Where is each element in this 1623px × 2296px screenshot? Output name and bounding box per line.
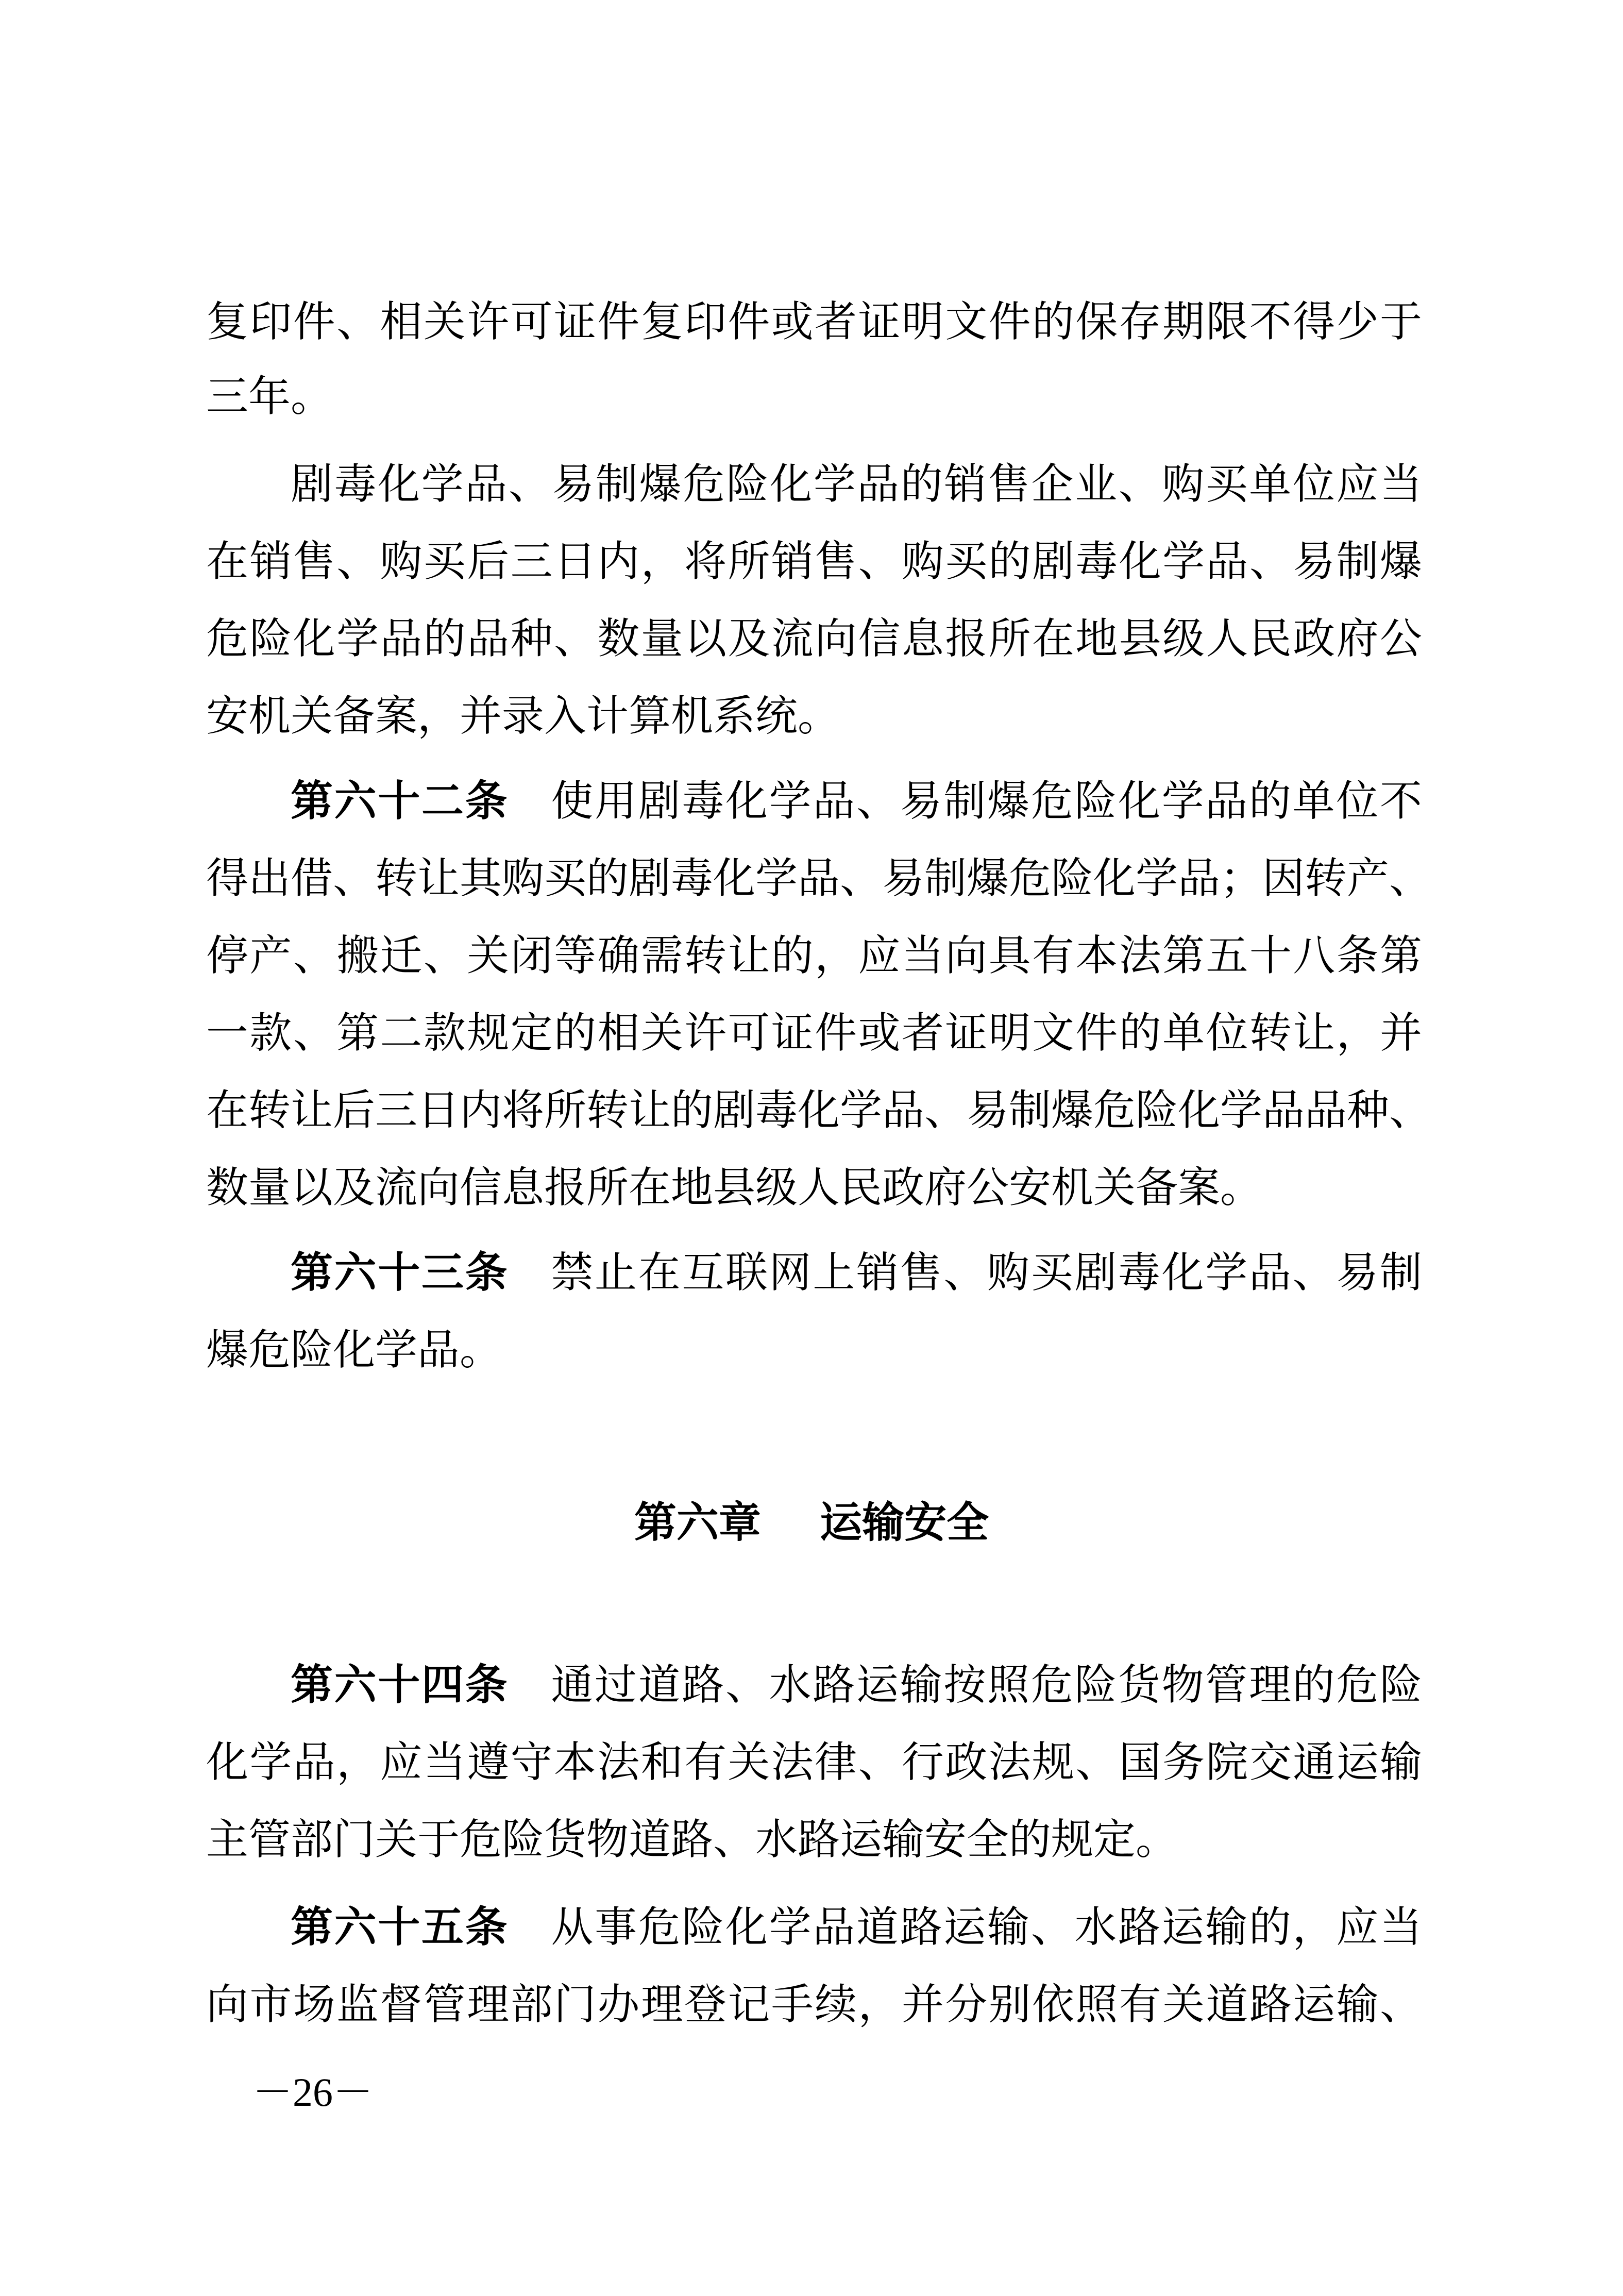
text-line: 禁止在互联网上销售、购买剧毒化学品、易制 [551,1248,1422,1297]
text-line: 危险化学品的品种、数量以及流向信息报所在地县级人民政府公 [206,614,1422,663]
article-number: 第六十四条 [291,1661,509,1710]
article-first-line [206,1897,1422,1958]
page-number: －26－ [252,2070,374,2115]
text-line: 从事危险化学品道路运输、水路运输的，应当 [551,1903,1422,1952]
text-line: 数量以及流向信息报所在地县级人民政府公安机关备案。 [206,1163,1263,1212]
text-line: 使用剧毒化学品、易制爆危险化学品的单位不 [551,777,1422,826]
article-first-line [206,1654,1422,1716]
text-line: 在销售、购买后三日内，将所销售、购买的剧毒化学品、易制爆 [206,537,1422,586]
text-line: 向市场监督管理部门办理登记手续，并分别依照有关道路运输、 [206,1980,1422,2029]
text-line: 在转让后三日内将所转让的剧毒化学品、易制爆危险化学品品种、 [206,1086,1432,1135]
text-line: 三年。 [206,372,333,421]
text-line: 得出借、转让其购买的剧毒化学品、易制爆危险化学品；因转产、 [206,854,1432,903]
article-number: 第六十五条 [291,1903,509,1952]
text-line: 化学品，应当遵守本法和有关法律、行政法规、国务院交通运输 [206,1738,1422,1787]
text-line: 剧毒化学品、易制爆危险化学品的销售企业、购买单位应当 [291,460,1422,509]
text-line: 通过道路、水路运输按照危险货物管理的危险 [551,1661,1422,1710]
text-line: 爆危险化学品。 [206,1326,502,1375]
article-number: 第六十三条 [291,1248,509,1297]
article-number: 第六十二条 [291,777,509,826]
article-first-line [206,770,1422,832]
chapter-title: 第六章 运输安全 [634,1498,989,1547]
text-line: 安机关备案，并录入计算机系统。 [206,692,840,741]
text-line: 复印件、相关许可证件复印件或者证明文件的保存期限不得少于 [206,297,1422,346]
text-line: 主管部门关于危险货物道路、水路运输安全的规定。 [206,1815,1178,1864]
text-line: 一款、第二款规定的相关许可证件或者证明文件的单位转让，并 [206,1009,1422,1058]
text-line: 停产、搬迁、关闭等确需转让的，应当向具有本法第五十八条第 [206,931,1422,980]
article-first-line [206,1242,1422,1304]
